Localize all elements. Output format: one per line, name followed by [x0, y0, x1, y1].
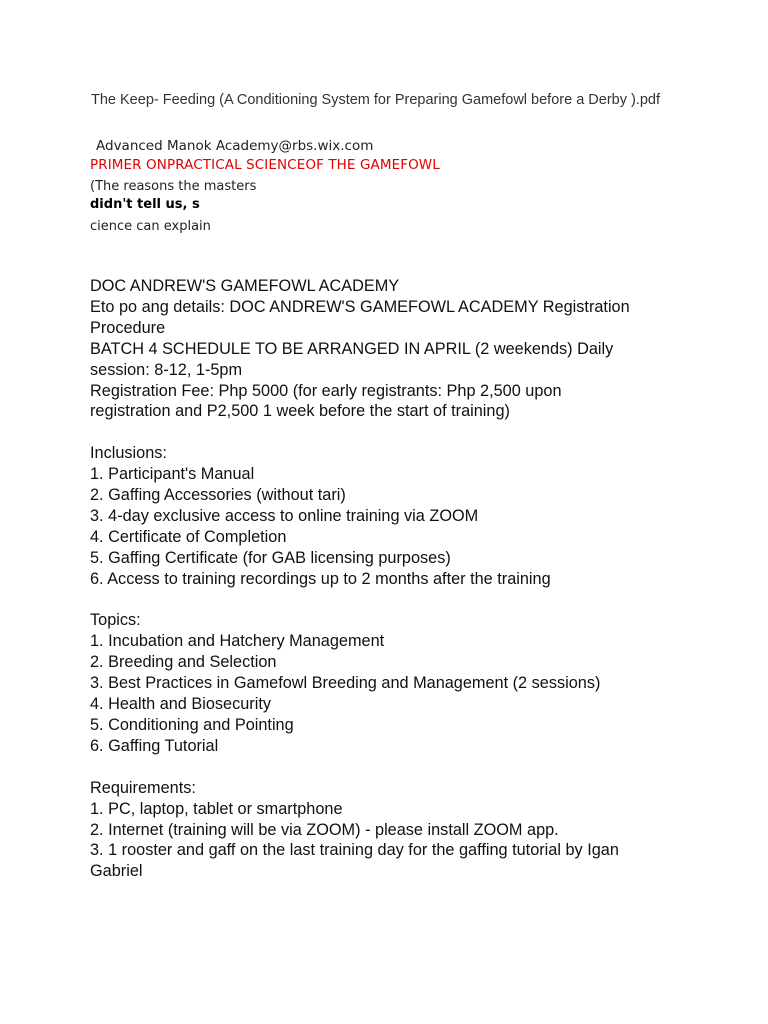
bold-line: didn't tell us, s — [90, 197, 200, 212]
details-line-2: Procedure — [90, 318, 166, 337]
requirement-item: 2. Internet (training will be via ZOOM) - please install ZOOM app. — [90, 820, 559, 839]
topic-item: 2. Breeding and Selection — [90, 653, 277, 672]
topic-item: 5. Conditioning and Pointing — [90, 716, 294, 734]
spacer — [90, 757, 690, 778]
batch-line-1: BATCH 4 SCHEDULE TO BE ARRANGED IN APRIL (2 weekends) Daily — [90, 339, 614, 358]
inclusions-heading: Inclusions: — [90, 444, 167, 463]
details-line-1: Eto po ang details: DOC ANDREW'S GAMEFOWL ACADEMY Registration — [90, 297, 630, 316]
fee-line-2: registration and P2,500 1 week before the start of training) — [90, 402, 510, 421]
academy-name: DOC ANDREW'S GAMEFOWL ACADEMY — [90, 277, 400, 295]
cience-line: cience can explain — [90, 219, 211, 234]
email-line: Advanced Manok Academy@rbs.wix.com — [96, 138, 374, 154]
main-body — [90, 276, 690, 882]
topic-item: 4. Health and Biosecurity — [90, 695, 272, 714]
inclusion-item: 4. Certificate of Completion — [90, 527, 287, 546]
reasons-line: (The reasons the masters — [90, 179, 257, 194]
primer-heading: PRIMER ONPRACTICAL SCIENCEOF THE GAMEFOWL — [90, 157, 440, 173]
topic-item: 6. Gaffing Tutorial — [90, 736, 219, 755]
spacer — [90, 590, 690, 611]
topics-heading: Topics: — [90, 611, 141, 630]
document-title: The Keep- Feeding (A Conditioning System for Preparing Gamefowl before a Derby ).pdf — [91, 92, 661, 108]
requirement-item: Gabriel — [90, 862, 143, 881]
inclusion-item: 1. Participant's Manual — [90, 465, 255, 484]
topic-item: 3. Best Practices in Gamefowl Breeding and Management (2 sessions) — [90, 674, 601, 693]
requirement-item: 3. 1 rooster and gaff on the last training day for the gaffing tutorial by Igan — [90, 841, 619, 860]
inclusion-item: 5. Gaffing Certificate (for GAB licensing purposes) — [90, 548, 451, 567]
inclusion-item: 2. Gaffing Accessories (without tari) — [90, 486, 346, 505]
spacer — [90, 422, 690, 443]
batch-line-2: session: 8-12, 1-5pm — [90, 360, 243, 379]
inclusion-item: 6. Access to training recordings up to 2 months after the training — [90, 569, 551, 588]
fee-line-1: Registration Fee: Php 5000 (for early registrants: Php 2,500 upon — [90, 381, 562, 400]
topic-item: 1. Incubation and Hatchery Management — [90, 632, 385, 651]
inclusion-item: 3. 4-day exclusive access to online training via ZOOM — [90, 506, 479, 525]
requirement-item: 1. PC, laptop, tablet or smartphone — [90, 799, 343, 818]
requirements-heading: Requirements: — [90, 778, 196, 797]
